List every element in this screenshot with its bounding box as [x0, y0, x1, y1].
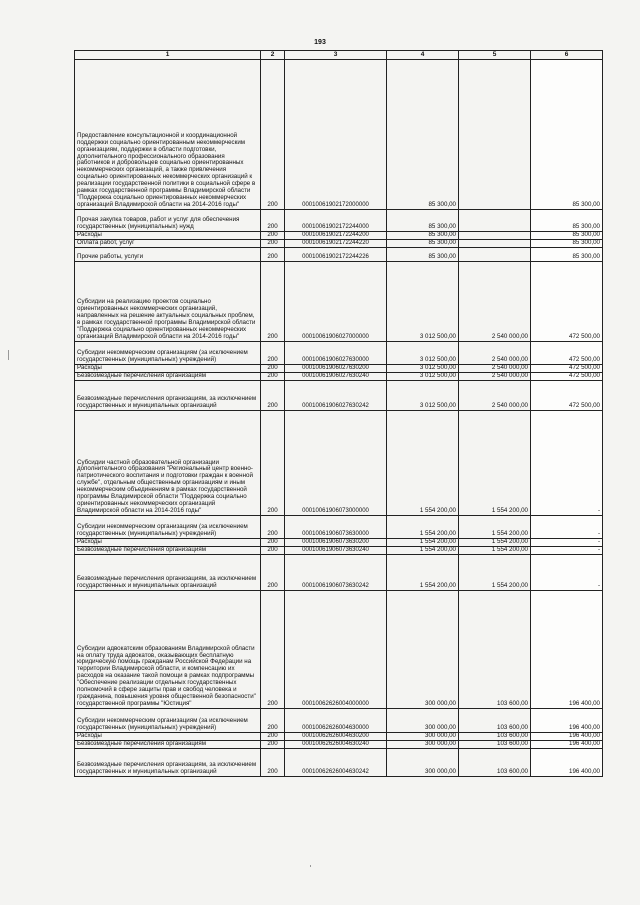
row-amount-col4: 3 012 500,00: [387, 342, 459, 365]
table-row: [75, 547, 603, 555]
table-row: [75, 60, 603, 210]
row-name: Субсидии адвокатским образованиям Владимирской области на оплату труда адвокатов, оказывающих бесплатную юридическую помощь гражданам Российской Федерации на территории Владимирской области, и компенсацию их расходов на оказание такой помощи в рамках подпрограммы "Обеспечение реализации отдельных государственных полномочий в сфере защиты прав и свобод человека и гражданина, повышения уровня общественной безопасности" государственной программы "Юстиция": [75, 591, 261, 709]
table-row: [75, 262, 603, 342]
row-amount-col4: 1 554 200,00: [387, 555, 459, 591]
row-amount-col4: 3 012 500,00: [387, 381, 459, 411]
column-header: 4: [387, 51, 459, 60]
table-row: [75, 749, 603, 777]
row-code: 200: [261, 342, 285, 365]
row-code: 200: [261, 709, 285, 733]
row-name: Субсидии частной образовательной организации дополнительного образования "Региональный центр военно-патриотического воспитания и подготовки граждан к военной службе", отдельным общественным организациям и иным некоммерческим объединениям в рамках государственной программы Владимирской области "Поддержка социально ориентированных некоммерческих организаций Владимирской области на 2014-2016 годы": [75, 411, 261, 516]
column-header: 1: [75, 51, 261, 60]
row-amount-col4: 300 000,00: [387, 741, 459, 749]
row-name: Субсидии на реализацию проектов социально ориентированных некоммерческих организаций, направленных на решение актуальных социальных проблем, в рамках государственной программы Владимирской области "Поддержка социально ориентированных некоммерческих организаций Владимирской области на 2014-2016 годы": [75, 262, 261, 342]
row-amount-col5: [459, 232, 531, 240]
row-amount-col6: 196 400,00: [531, 709, 603, 733]
row-classification-code: 00010061902172244200: [285, 232, 387, 240]
row-name: Субсидии некоммерческим организациям (за исключением государственных (муниципальных) учреждений): [75, 709, 261, 733]
row-classification-code: 00010061906027630000: [285, 342, 387, 365]
row-amount-col5: 103 600,00: [459, 749, 531, 777]
table-row: [75, 210, 603, 232]
row-amount-col5: 2 540 000,00: [459, 381, 531, 411]
row-classification-code: 00010061906073000000: [285, 411, 387, 516]
row-name: Предоставление консультационной и координационной поддержки социально ориентированным некоммерческим организациям, поддержки в области подготовки, дополнительного профессионального образования работников и добровольцев социально ориентированных некоммерческих организаций, а также привлечения социально ориентированных некоммерческих организаций к реализации государственной политики в социальной сфере в рамках государственной программы Владимирской области "Поддержка социально ориентированных некоммерческих организаций Владимирской области на 2014-2016 годы": [75, 60, 261, 210]
table-row: [75, 411, 603, 516]
row-classification-code: 00010061906073630240: [285, 547, 387, 555]
row-classification-code: 00010062626004630240: [285, 741, 387, 749]
column-header: 3: [285, 51, 387, 60]
table-row: [75, 709, 603, 733]
header-row: [75, 51, 603, 60]
table-row: [75, 741, 603, 749]
row-amount-col6: 472 500,00: [531, 381, 603, 411]
row-classification-code: 00010061906027630240: [285, 373, 387, 381]
row-name: Безвозмездные перечисления организациям: [75, 741, 261, 749]
row-code: 200: [261, 210, 285, 232]
row-amount-col5: 103 600,00: [459, 591, 531, 709]
row-name: Расходы: [75, 539, 261, 547]
table-row: [75, 248, 603, 262]
row-amount-col4: 3 012 500,00: [387, 262, 459, 342]
row-amount-col6: 85 300,00: [531, 240, 603, 248]
scan-artifact: [310, 865, 311, 867]
row-name: Расходы: [75, 365, 261, 373]
row-amount-col6: 85 300,00: [531, 210, 603, 232]
row-classification-code: 00010061902172244226: [285, 248, 387, 262]
scan-artifact: [8, 350, 9, 360]
row-amount-col4: 3 012 500,00: [387, 365, 459, 373]
row-code: 200: [261, 248, 285, 262]
column-header: 5: [459, 51, 531, 60]
table-row: [75, 381, 603, 411]
row-amount-col6: 472 500,00: [531, 342, 603, 365]
row-amount-col5: 1 554 200,00: [459, 411, 531, 516]
page-number: 193: [314, 39, 326, 46]
row-code: 200: [261, 60, 285, 210]
row-code: 200: [261, 411, 285, 516]
row-classification-code: 00010062626004000000: [285, 591, 387, 709]
row-amount-col6: 196 400,00: [531, 749, 603, 777]
column-header: 2: [261, 51, 285, 60]
row-code: 200: [261, 539, 285, 547]
row-code: 200: [261, 373, 285, 381]
column-header: 6: [531, 51, 603, 60]
row-amount-col5: 103 600,00: [459, 733, 531, 741]
row-code: 200: [261, 516, 285, 539]
table-row: [75, 539, 603, 547]
row-amount-col6: 85 300,00: [531, 232, 603, 240]
row-amount-col6: 196 400,00: [531, 741, 603, 749]
row-amount-col5: [459, 248, 531, 262]
row-amount-col5: [459, 240, 531, 248]
row-amount-col4: 85 300,00: [387, 210, 459, 232]
row-code: 200: [261, 741, 285, 749]
row-code: 200: [261, 591, 285, 709]
row-amount-col5: 1 554 200,00: [459, 539, 531, 547]
row-amount-col6: 196 400,00: [531, 591, 603, 709]
table-row: [75, 733, 603, 741]
row-amount-col4: 85 300,00: [387, 248, 459, 262]
row-amount-col5: 2 540 000,00: [459, 342, 531, 365]
row-amount-col4: 85 300,00: [387, 240, 459, 248]
row-name: Субсидии некоммерческим организациям (за исключением государственных (муниципальных) учреждений): [75, 342, 261, 365]
row-classification-code: 00010061906027630200: [285, 365, 387, 373]
row-classification-code: 00010062626004630242: [285, 749, 387, 777]
row-amount-col5: 1 554 200,00: [459, 516, 531, 539]
row-code: 200: [261, 240, 285, 248]
row-name: Субсидии некоммерческим организациям (за исключением государственных (муниципальных) учреждений): [75, 516, 261, 539]
row-code: 200: [261, 733, 285, 741]
row-code: 200: [261, 262, 285, 342]
row-name: Безвозмездные перечисления организациям: [75, 547, 261, 555]
table-row: [75, 342, 603, 365]
row-amount-col6: -: [531, 547, 603, 555]
row-amount-col5: 1 554 200,00: [459, 555, 531, 591]
row-classification-code: 00010061906027000000: [285, 262, 387, 342]
row-name: Безвозмездные перечисления организациям, за исключением государственных и муниципальных организаций: [75, 555, 261, 591]
row-classification-code: 00010061902172244000: [285, 210, 387, 232]
row-name: Прочие работы, услуги: [75, 248, 261, 262]
row-amount-col4: 300 000,00: [387, 749, 459, 777]
row-amount-col6: -: [531, 516, 603, 539]
row-amount-col6: 472 500,00: [531, 365, 603, 373]
row-amount-col6: 472 500,00: [531, 373, 603, 381]
table-row: [75, 516, 603, 539]
row-name: Прочая закупка товаров, работ и услуг для обеспечения государственных (муниципальных) нужд: [75, 210, 261, 232]
row-amount-col4: 300 000,00: [387, 733, 459, 741]
table-row: [75, 232, 603, 240]
row-amount-col6: 472 500,00: [531, 262, 603, 342]
row-amount-col4: 1 554 200,00: [387, 516, 459, 539]
table-row: [75, 373, 603, 381]
row-amount-col5: [459, 210, 531, 232]
row-amount-col5: 2 540 000,00: [459, 373, 531, 381]
row-code: 200: [261, 555, 285, 591]
row-amount-col6: -: [531, 539, 603, 547]
row-name: Безвозмездные перечисления организациям, за исключением государственных и муниципальных организаций: [75, 381, 261, 411]
row-code: 200: [261, 547, 285, 555]
row-amount-col5: 2 540 000,00: [459, 365, 531, 373]
row-classification-code: 00010061906073630000: [285, 516, 387, 539]
row-name: Безвозмездные перечисления организациям, за исключением государственных и муниципальных организаций: [75, 749, 261, 777]
row-amount-col5: [459, 60, 531, 210]
row-classification-code: 00010061906027630242: [285, 381, 387, 411]
row-amount-col5: 1 554 200,00: [459, 547, 531, 555]
row-code: 200: [261, 749, 285, 777]
row-classification-code: 00010062626004630200: [285, 733, 387, 741]
row-name: Расходы: [75, 232, 261, 240]
row-classification-code: 00010061906073630200: [285, 539, 387, 547]
row-name: Оплата работ, услуг: [75, 240, 261, 248]
row-classification-code: 00010061906073630242: [285, 555, 387, 591]
row-amount-col4: 1 554 200,00: [387, 411, 459, 516]
row-code: 200: [261, 232, 285, 240]
row-amount-col5: 2 540 000,00: [459, 262, 531, 342]
table-row: [75, 240, 603, 248]
row-amount-col4: 1 554 200,00: [387, 547, 459, 555]
table-row: [75, 591, 603, 709]
row-amount-col4: 85 300,00: [387, 60, 459, 210]
row-code: 200: [261, 365, 285, 373]
budget-table: [74, 50, 603, 777]
row-amount-col4: 3 012 500,00: [387, 373, 459, 381]
row-name: Расходы: [75, 733, 261, 741]
row-amount-col6: 85 300,00: [531, 248, 603, 262]
row-amount-col4: 1 554 200,00: [387, 539, 459, 547]
row-classification-code: 00010061902172000000: [285, 60, 387, 210]
row-amount-col5: 103 600,00: [459, 709, 531, 733]
row-amount-col6: -: [531, 411, 603, 516]
row-amount-col5: 103 600,00: [459, 741, 531, 749]
row-amount-col6: 196 400,00: [531, 733, 603, 741]
row-code: 200: [261, 381, 285, 411]
table-row: [75, 555, 603, 591]
row-classification-code: 00010062626004630000: [285, 709, 387, 733]
row-classification-code: 00010061902172244220: [285, 240, 387, 248]
table-row: [75, 365, 603, 373]
row-amount-col4: 85 300,00: [387, 232, 459, 240]
row-amount-col6: -: [531, 555, 603, 591]
row-amount-col6: 85 300,00: [531, 60, 603, 210]
row-name: Безвозмездные перечисления организациям: [75, 373, 261, 381]
row-amount-col4: 300 000,00: [387, 591, 459, 709]
row-amount-col4: 300 000,00: [387, 709, 459, 733]
